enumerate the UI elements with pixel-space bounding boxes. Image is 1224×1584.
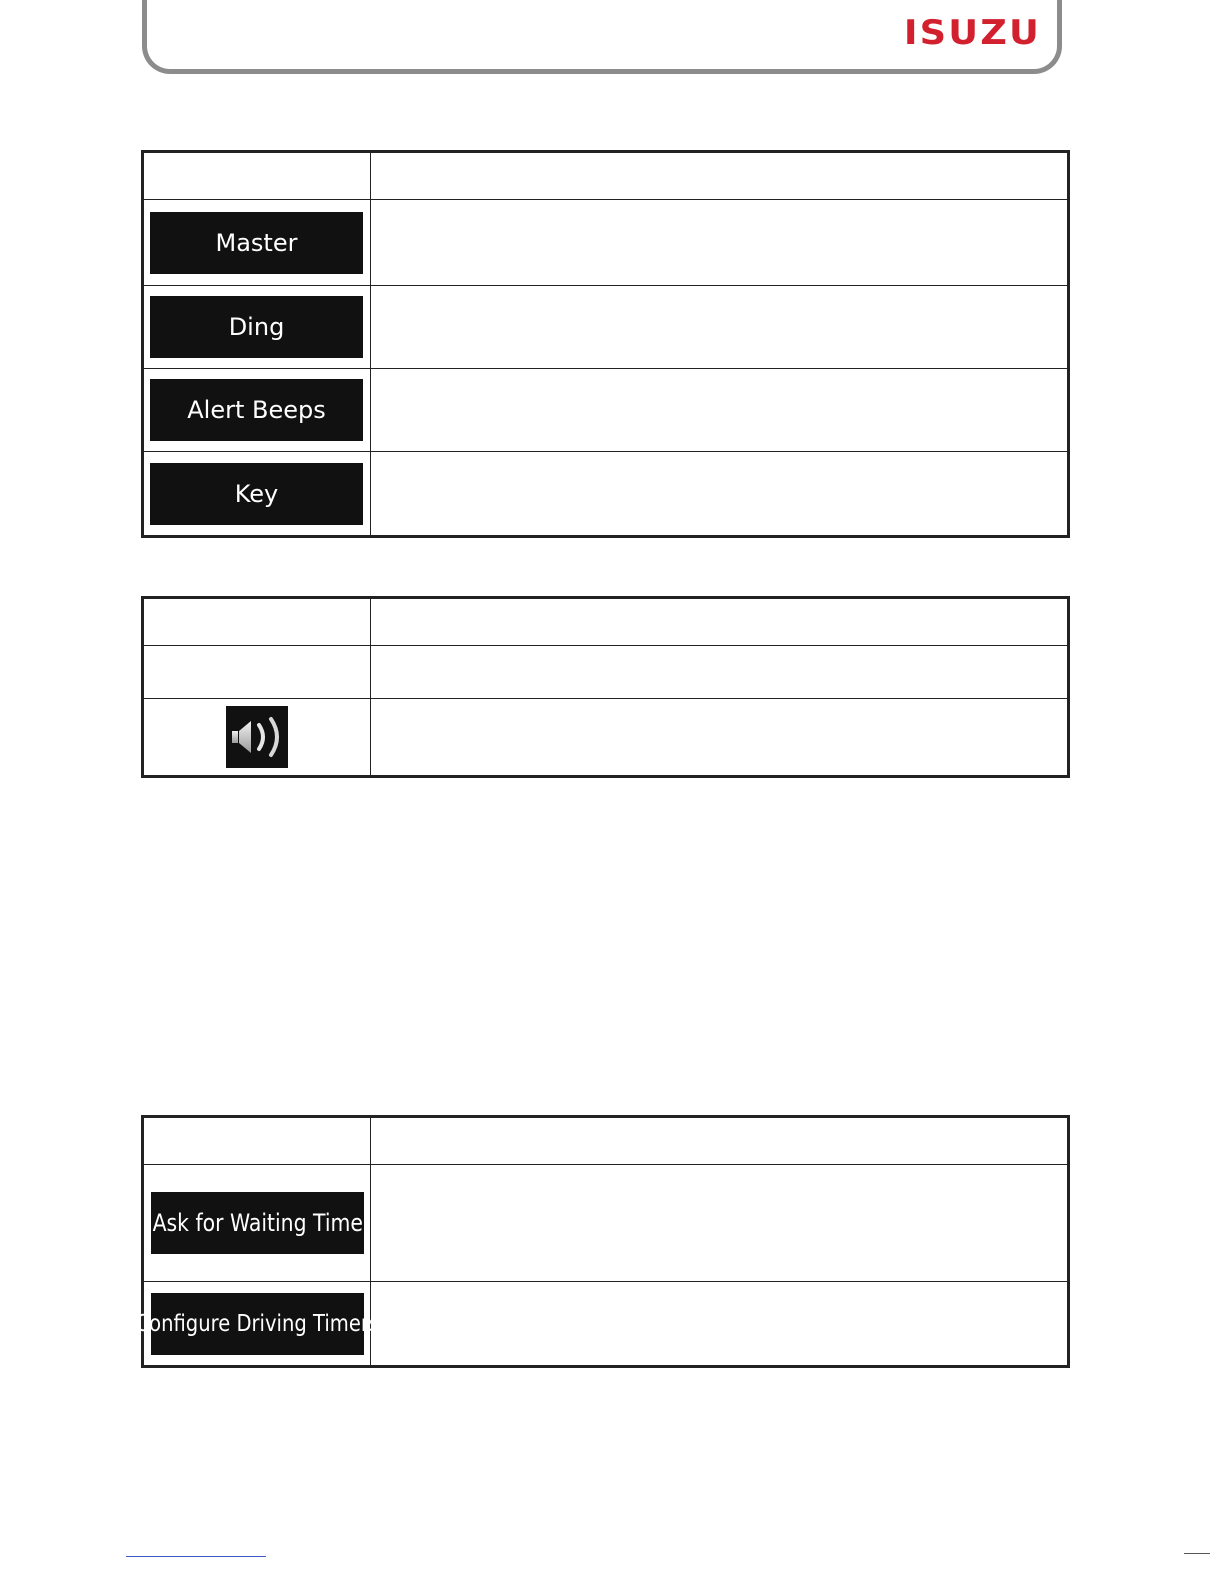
- description-cell: [371, 1282, 1069, 1367]
- footer-link-underline[interactable]: [126, 1556, 266, 1557]
- table-row: [143, 699, 1069, 777]
- table-header-row: [143, 152, 1069, 200]
- slider-cell: [143, 646, 371, 699]
- header-cell-button: [143, 152, 371, 200]
- description-cell: [371, 452, 1069, 537]
- table-row: [143, 286, 1069, 369]
- header-cell-description: [371, 598, 1069, 646]
- table-header-row: [143, 598, 1069, 646]
- isuzu-logo: ISUZU: [903, 13, 1041, 53]
- table-row: [143, 1282, 1069, 1367]
- description-cell: [371, 369, 1069, 452]
- table-row: [143, 452, 1069, 537]
- description-cell: [371, 200, 1069, 286]
- ask-for-waiting-time-label: Ask for Waiting Time: [152, 1209, 363, 1237]
- button-cell: [135, 1282, 380, 1367]
- description-cell: [371, 646, 1069, 699]
- master-button[interactable]: Master: [150, 212, 363, 274]
- speaker-volume-icon[interactable]: [226, 706, 288, 768]
- description-cell: [371, 699, 1069, 777]
- button-cell: [143, 452, 371, 537]
- header-cell-description: [371, 1117, 1069, 1165]
- table-header-row: [143, 1117, 1069, 1165]
- table-row: [143, 646, 1069, 699]
- icon-cell: [143, 699, 371, 777]
- speaker-icon: [227, 711, 287, 763]
- page-header-frame: [142, 0, 1062, 74]
- button-cell: [143, 286, 371, 369]
- header-cell-button: [143, 598, 371, 646]
- alert-beeps-button[interactable]: Alert Beeps: [150, 379, 363, 441]
- header-cell-button: [143, 1117, 371, 1165]
- driving-timers-table: [135, 1115, 1070, 1368]
- button-cell: [143, 369, 371, 452]
- button-cell: [143, 1165, 371, 1282]
- description-cell: [371, 286, 1069, 369]
- table-row: [143, 369, 1069, 452]
- configure-driving-timers-label: Configure Driving Timers: [135, 1310, 380, 1337]
- key-button[interactable]: Key: [150, 463, 363, 525]
- table-row: [143, 1165, 1069, 1282]
- table-row: [143, 200, 1069, 286]
- description-cell: [371, 1165, 1069, 1282]
- footer-corner-mark: [1184, 1553, 1210, 1554]
- button-cell: [143, 200, 371, 286]
- volume-table: [141, 596, 1070, 778]
- header-cell-description: [371, 152, 1069, 200]
- ask-for-waiting-time-button[interactable]: [151, 1192, 364, 1254]
- sound-options-table: [141, 150, 1070, 538]
- ding-button[interactable]: Ding: [150, 296, 363, 358]
- configure-driving-timers-button[interactable]: [135, 1293, 380, 1355]
